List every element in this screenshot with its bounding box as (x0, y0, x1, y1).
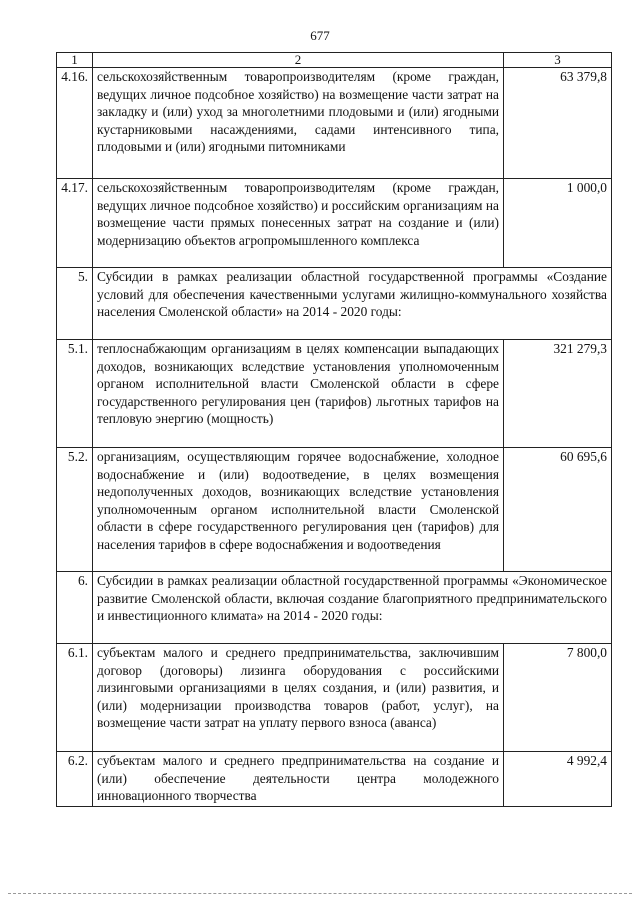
row-description: сельскохозяйственным товаропроизводителям (кроме граждан, ведущих личное подсобное хозяйство) на возмещение части затрат на закладку и (или) уход за многолетними плодовыми и (или) ягодными кустарниковыми насаждениями, садами интенсивного типа, плодовыми и (или) ягодными питомниками (93, 68, 504, 179)
section-number: 5. (57, 268, 93, 340)
row-description: теплоснабжающим организациям в целях компенсации выпадающих доходов, возникающих вследствие установления уполномоченным органом исполнительной власти Смоленской области в сфере государственного регулирования цен (тарифов) льготных тарифов на тепловую энергию (мощность) (93, 340, 504, 448)
table-row (57, 179, 612, 268)
page-number: 677 (310, 28, 330, 43)
table-header-row (57, 53, 612, 68)
row-number: 4.17. (57, 179, 93, 268)
section-row (57, 268, 612, 340)
section-row (57, 572, 612, 644)
row-amount: 321 279,3 (504, 340, 612, 448)
section-title: Субсидии в рамках реализации областной государственной программы «Экономическое развитие Смоленской области, включая создание благоприятного предпринимательского и инвестиционного климата» на 2014 - 2020 годы: (93, 572, 612, 644)
table-row (57, 448, 612, 572)
row-amount: 4 992,4 (504, 752, 612, 807)
subsidy-table (56, 52, 612, 807)
table-row (57, 644, 612, 752)
row-number: 6.2. (57, 752, 93, 807)
page-bottom-divider (8, 893, 632, 894)
section-number: 6. (57, 572, 93, 644)
row-number: 5.2. (57, 448, 93, 572)
table-row (57, 340, 612, 448)
row-number: 4.16. (57, 68, 93, 179)
section-title: Субсидии в рамках реализации областной государственной программы «Создание условий для обеспечения качественными услугами жилищно-коммунального хозяйства населения Смоленской области» на 2014 - 2020 годы: (93, 268, 612, 340)
row-amount: 7 800,0 (504, 644, 612, 752)
row-description: субъектам малого и среднего предпринимательства на создание и (или) обеспечение деятельности центра молодежного инновационного творчества (93, 752, 504, 807)
header-col-2: 2 (93, 53, 504, 68)
header-col-1: 1 (57, 53, 93, 68)
table-row (57, 752, 612, 807)
row-number: 5.1. (57, 340, 93, 448)
row-amount: 1 000,0 (504, 179, 612, 268)
row-description: сельскохозяйственным товаропроизводителям (кроме граждан, ведущих личное подсобное хозяйство) и российским организациям на возмещение части прямых понесенных затрат на создание и (или) модернизацию объектов агропромышленного комплекса (93, 179, 504, 268)
row-description: организациям, осуществляющим горячее водоснабжение, холодное водоснабжение и (или) водоотведение, в целях возмещения недополученных доходов, возникающих вследствие установления уполномоченным органом исполнительной власти Смоленской области в сфере государственного регулирования цен (тарифов) для населения тарифов в сфере водоснабжения и водоотведения (93, 448, 504, 572)
row-amount: 60 695,6 (504, 448, 612, 572)
header-col-3: 3 (504, 53, 612, 68)
table-row (57, 68, 612, 179)
row-amount: 63 379,8 (504, 68, 612, 179)
row-number: 6.1. (57, 644, 93, 752)
row-description: субъектам малого и среднего предпринимательства, заключившим договор (договоры) лизинга оборудования с российскими лизинговыми организациями в целях создания, и (или) развития, и (или) модернизации производства товаров (работ, услуг), на возмещение части затрат на уплату первого взноса (аванса) (93, 644, 504, 752)
